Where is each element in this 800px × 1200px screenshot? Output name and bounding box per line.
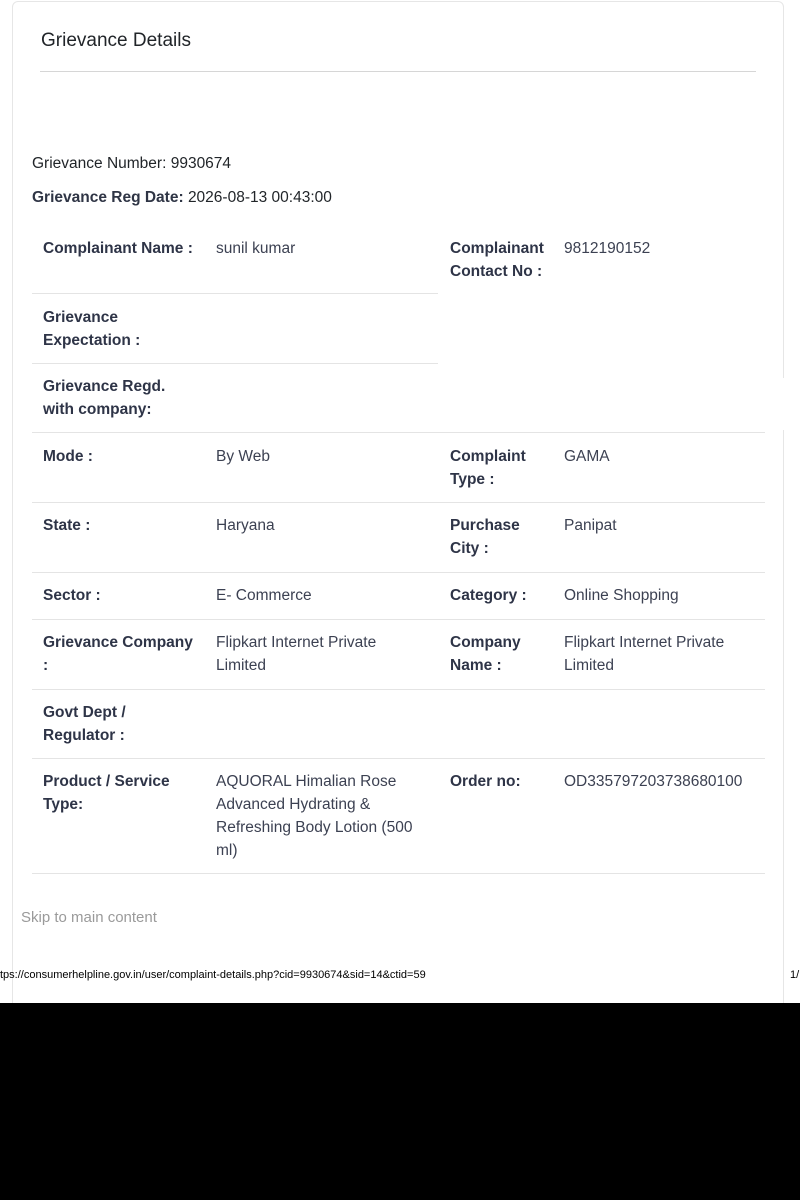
row-divider bbox=[32, 502, 765, 503]
row-divider bbox=[32, 572, 765, 573]
grievance-regd-label bbox=[43, 375, 165, 421]
state-value: Haryana bbox=[216, 517, 275, 534]
row-divider bbox=[32, 619, 765, 620]
state-label: State : bbox=[43, 517, 91, 534]
grievance-reg-date bbox=[32, 189, 332, 207]
grievance-number-label: Grievance Number: bbox=[32, 155, 167, 172]
complainant-contact-label-line2: Contact No : bbox=[450, 263, 543, 280]
company-name-label-line2: Name : bbox=[450, 657, 502, 674]
grievance-regd-label-line2: with company: bbox=[43, 401, 152, 418]
mode-label: Mode : bbox=[43, 448, 93, 465]
print-footer-page-number: 1/ bbox=[790, 969, 800, 981]
product-type-label bbox=[43, 770, 170, 816]
grievance-company-label bbox=[43, 631, 193, 677]
product-type-value-line4: ml) bbox=[216, 842, 238, 859]
grievance-expectation-label-line1: Grievance bbox=[43, 309, 118, 326]
product-type-label-line1: Product / Service bbox=[43, 773, 170, 790]
complainant-contact-label bbox=[450, 237, 544, 283]
complainant-name-label: Complainant Name : bbox=[43, 240, 193, 257]
product-type-value bbox=[216, 770, 412, 862]
purchase-city-label-line1: Purchase bbox=[450, 517, 520, 534]
complaint-type-label bbox=[450, 445, 526, 491]
complaint-type-label-line1: Complaint bbox=[450, 448, 526, 465]
grievance-regd-label-line1: Grievance Regd. bbox=[43, 378, 166, 395]
complaint-type-label-line2: Type : bbox=[450, 471, 495, 488]
complaint-type-value: GAMA bbox=[564, 448, 610, 465]
title-divider bbox=[40, 71, 756, 72]
govt-dept-label bbox=[43, 701, 126, 747]
company-name-value-line1: Flipkart Internet Private bbox=[564, 634, 725, 651]
grievance-reg-date-label: Grievance Reg Date: bbox=[32, 189, 184, 206]
company-name-value-line2: Limited bbox=[564, 657, 614, 674]
row-divider bbox=[32, 689, 765, 690]
grievance-reg-date-value: 2026-08-13 00:43:00 bbox=[187, 189, 332, 206]
skip-link-background bbox=[0, 893, 12, 953]
sector-label: Sector : bbox=[43, 587, 101, 604]
purchase-city-label bbox=[450, 514, 520, 560]
mode-value: By Web bbox=[216, 448, 270, 465]
grievance-company-value-line2: Limited bbox=[216, 657, 266, 674]
skip-to-main-content-link[interactable]: Skip to main content bbox=[21, 909, 157, 926]
order-no-value: OD335797203738680100 bbox=[564, 773, 743, 790]
company-name-value bbox=[564, 631, 724, 677]
order-no-label: Order no: bbox=[450, 773, 521, 790]
grievance-number bbox=[32, 155, 231, 173]
complainant-contact-label-line1: Complainant bbox=[450, 240, 544, 257]
company-name-label-line1: Company bbox=[450, 634, 521, 651]
purchase-city-value: Panipat bbox=[564, 517, 617, 534]
row-divider bbox=[32, 363, 438, 364]
row-divider bbox=[32, 873, 765, 874]
product-type-value-line2: Advanced Hydrating & bbox=[216, 796, 371, 813]
product-type-value-line3: Refreshing Body Lotion (500 bbox=[216, 819, 413, 836]
govt-dept-label-line1: Govt Dept / bbox=[43, 704, 126, 721]
row-divider bbox=[32, 432, 765, 433]
grievance-number-value: 9930674 bbox=[170, 155, 232, 172]
card-edge-gap bbox=[766, 378, 800, 430]
grievance-company-value bbox=[216, 631, 376, 677]
product-type-label-line2: Type: bbox=[43, 796, 84, 813]
sector-value: E- Commerce bbox=[216, 587, 312, 604]
complainant-name-value: sunil kumar bbox=[216, 240, 296, 257]
purchase-city-label-line2: City : bbox=[450, 540, 489, 557]
row-divider bbox=[32, 293, 438, 294]
grievance-expectation-label-line2: Expectation : bbox=[43, 332, 141, 349]
complainant-contact-value: 9812190152 bbox=[564, 240, 651, 257]
category-value: Online Shopping bbox=[564, 587, 679, 604]
company-name-label bbox=[450, 631, 521, 677]
grievance-company-label-line2: : bbox=[43, 657, 49, 674]
grievance-expectation-label bbox=[43, 306, 140, 352]
category-label: Category : bbox=[450, 587, 527, 604]
product-type-value-line1: AQUORAL Himalian Rose bbox=[216, 773, 397, 790]
grievance-company-label-line1: Grievance Company bbox=[43, 634, 193, 651]
govt-dept-label-line2: Regulator : bbox=[43, 727, 125, 744]
print-footer-url: tps://consumerhelpline.gov.in/user/complaint-details.php?cid=9930674&sid=14&ctid=59 bbox=[0, 969, 426, 981]
card-title: Grievance Details bbox=[41, 30, 191, 51]
row-divider bbox=[32, 758, 765, 759]
grievance-company-value-line1: Flipkart Internet Private bbox=[216, 634, 377, 651]
